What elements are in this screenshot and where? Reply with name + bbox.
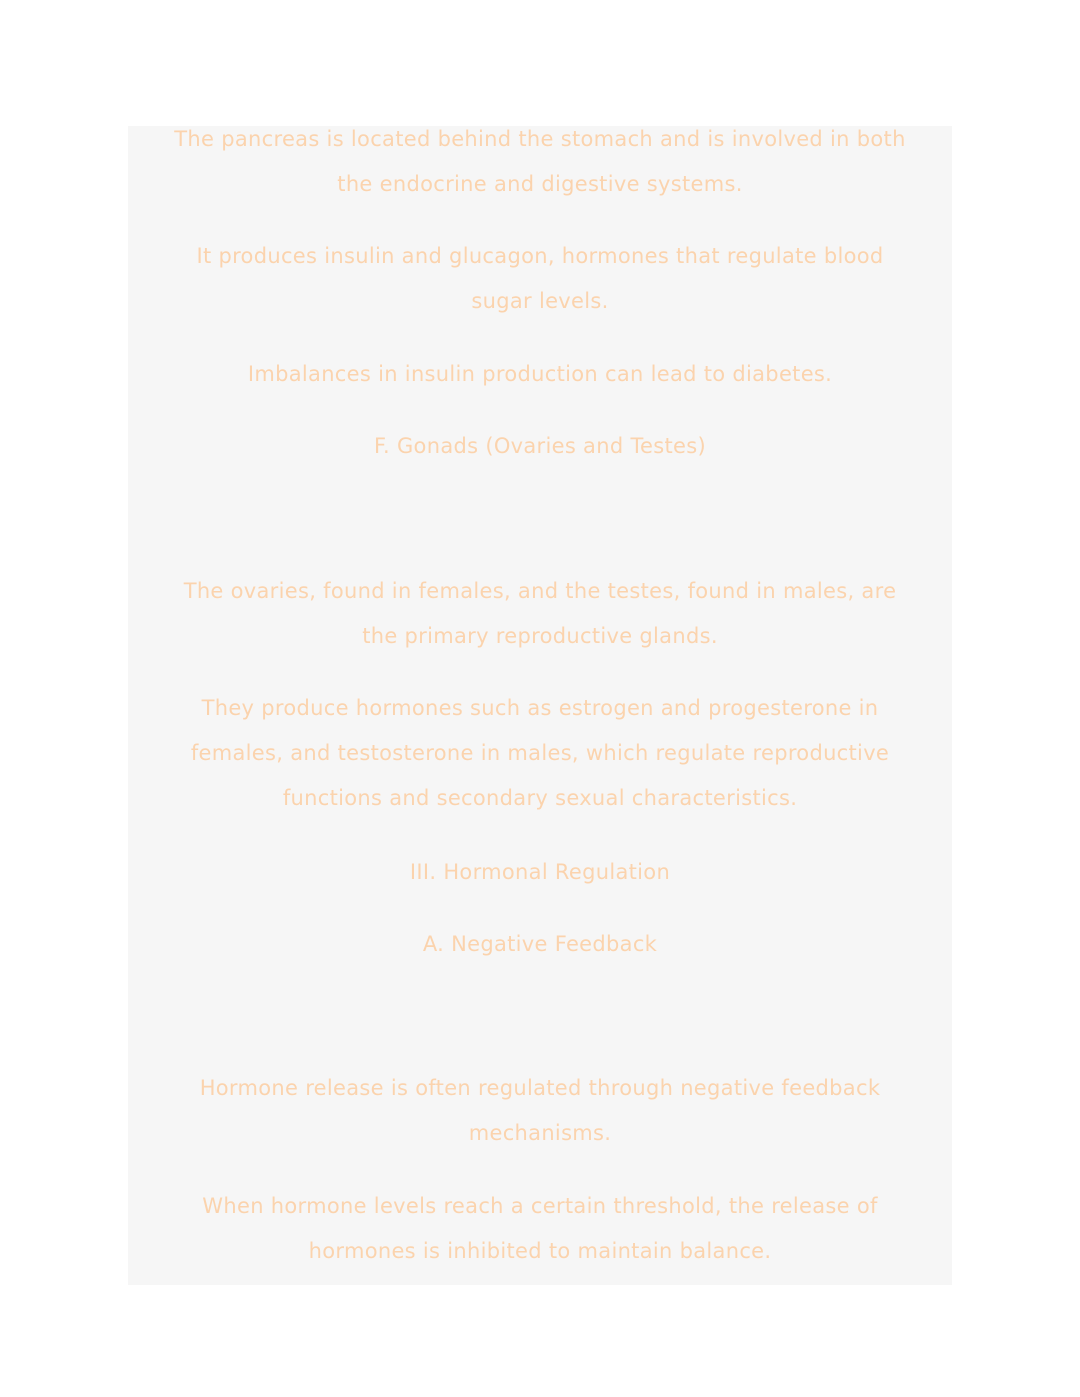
paragraph-insulin-glucagon xyxy=(128,234,952,324)
heading-gonads xyxy=(128,424,952,469)
text-line: functions and secondary sexual characteristics. xyxy=(282,786,798,810)
paragraph-sex-hormones xyxy=(128,686,952,821)
text-line: females, and testosterone in males, which regulate reproductive xyxy=(190,741,890,765)
heading-negative-feedback xyxy=(128,922,952,967)
text-line: They produce hormones such as estrogen and progesterone in xyxy=(201,696,879,720)
paragraph-threshold xyxy=(128,1184,952,1274)
text-line: the endocrine and digestive systems. xyxy=(337,172,743,196)
text-line: A. Negative Feedback xyxy=(422,932,658,956)
heading-hormonal-regulation xyxy=(128,850,952,895)
text-line: F. Gonads (Ovaries and Testes) xyxy=(374,434,706,458)
text-line: Hormone release is often regulated through negative feedback xyxy=(199,1076,881,1100)
text-line: When hormone levels reach a certain threshold, the release of xyxy=(202,1194,878,1218)
paragraph-feedback-mechanisms xyxy=(128,1066,952,1156)
text-line: The ovaries, found in females, and the testes, found in males, are xyxy=(183,579,897,603)
text-line: the primary reproductive glands. xyxy=(362,624,718,648)
text-line: sugar levels. xyxy=(471,289,609,313)
text-line: The pancreas is located behind the stomach and is involved in both xyxy=(174,127,906,151)
paragraph-ovaries-testes xyxy=(128,569,952,659)
text-line: hormones is inhibited to maintain balance. xyxy=(308,1239,772,1263)
paragraph-diabetes xyxy=(128,352,952,397)
paragraph-pancreas-location xyxy=(128,117,952,207)
text-line: mechanisms. xyxy=(468,1121,612,1145)
text-line: It produces insulin and glucagon, hormones that regulate blood xyxy=(196,244,884,268)
document-page xyxy=(128,126,952,1285)
text-line: Imbalances in insulin production can lead to diabetes. xyxy=(247,362,833,386)
text-line: III. Hormonal Regulation xyxy=(409,860,671,884)
